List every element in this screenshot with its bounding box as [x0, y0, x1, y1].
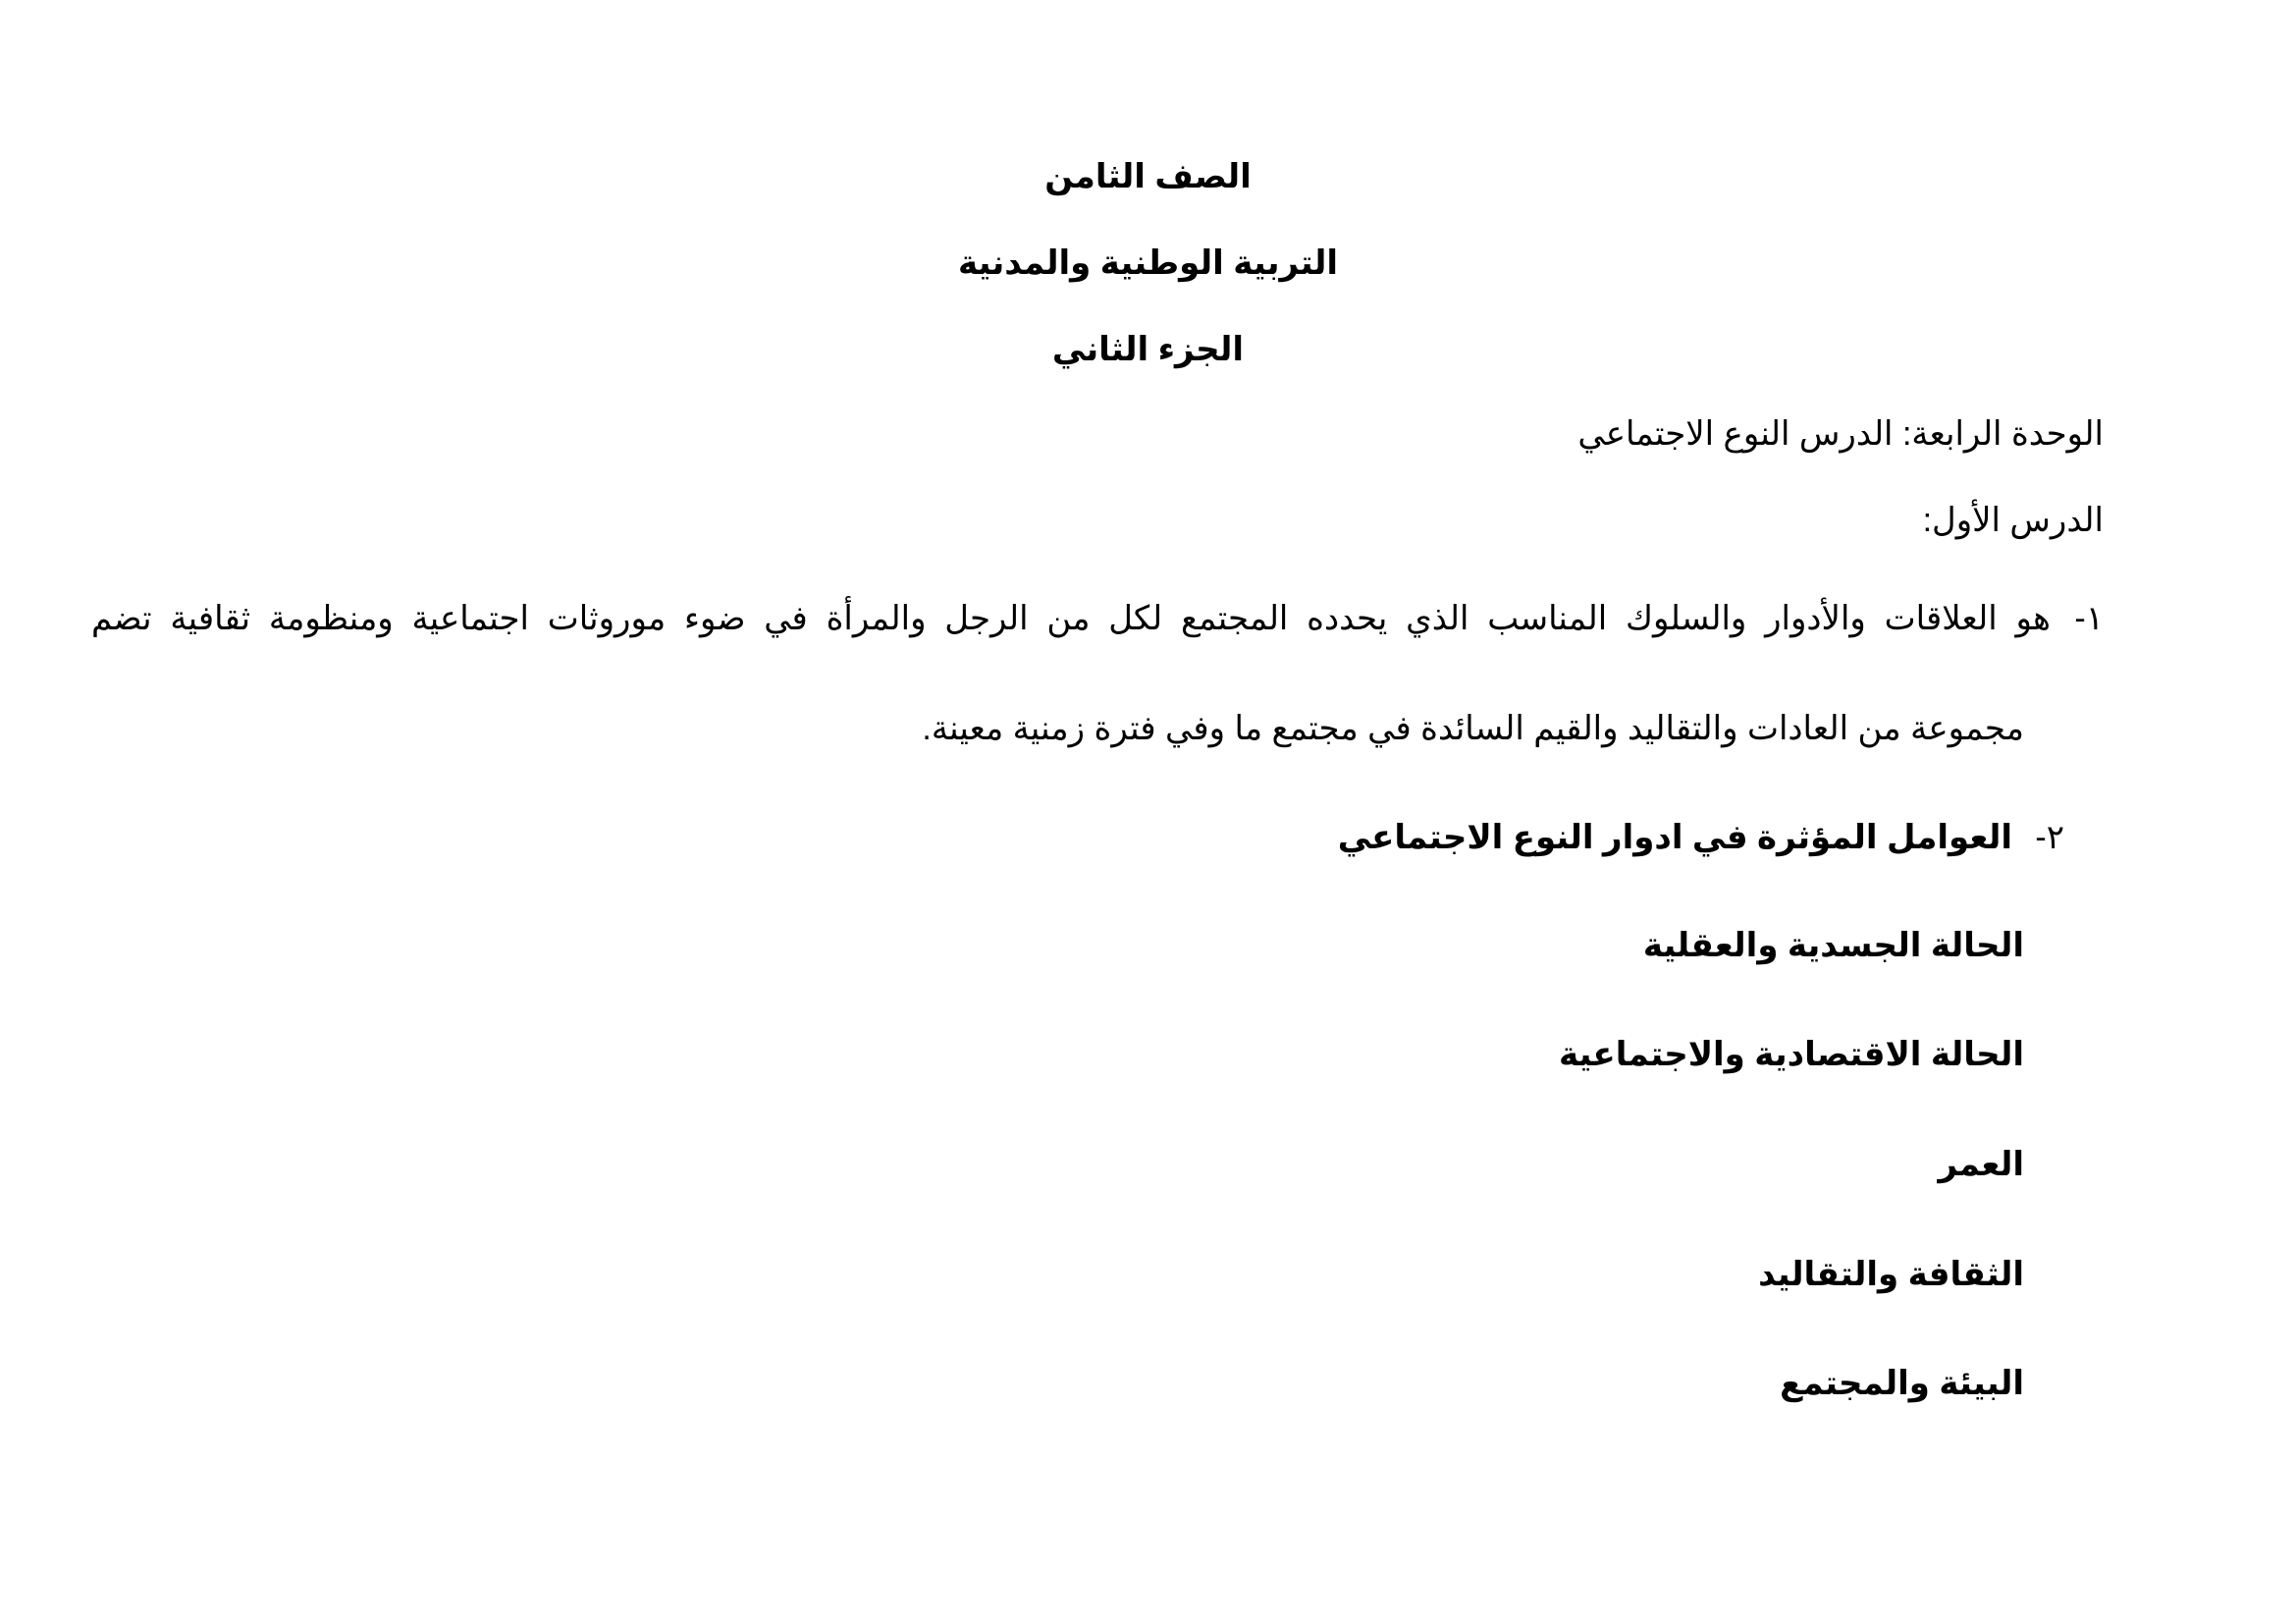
item2-heading: العوامل المؤثرة في ادوار النوع الاجتماعي: [1337, 819, 2012, 856]
factor-item: الثقافة والتقاليد: [1758, 1256, 2024, 1293]
unit-line: الوحدة الرابعة: الدرس النوع الاجتماعي: [1577, 415, 2104, 453]
factor-item: العمر: [1938, 1146, 2024, 1183]
factor-item: الحالة الجسدية والعقلية: [1642, 927, 2024, 964]
item1-number: ١-: [2074, 600, 2104, 637]
factor-item: البيئة والمجتمع: [1780, 1365, 2024, 1402]
lesson-line: الدرس الأول:: [1922, 502, 2104, 539]
item1-text-line1: هو العلاقات والأدوار والسلوك المناسب الذي يحدده المجتمع لكل من الرجل والمرأة في ضوء موروثات اجتماعية ومنظومة ثقافية تضم: [91, 600, 2051, 637]
factor-item: الحالة الاقتصادية والاجتماعية: [1559, 1036, 2024, 1073]
grade-title: الصف الثامن: [1044, 158, 1252, 195]
subject-title: التربية الوطنية والمدنية: [958, 244, 1338, 282]
item1-text-line2: مجموعة من العادات والتقاليد والقيم السائدة في مجتمع ما وفي فترة زمنية معينة.: [922, 710, 2024, 747]
part-title: الجزء الثاني: [1051, 331, 1245, 368]
item2-number: ٢-: [2035, 819, 2064, 856]
